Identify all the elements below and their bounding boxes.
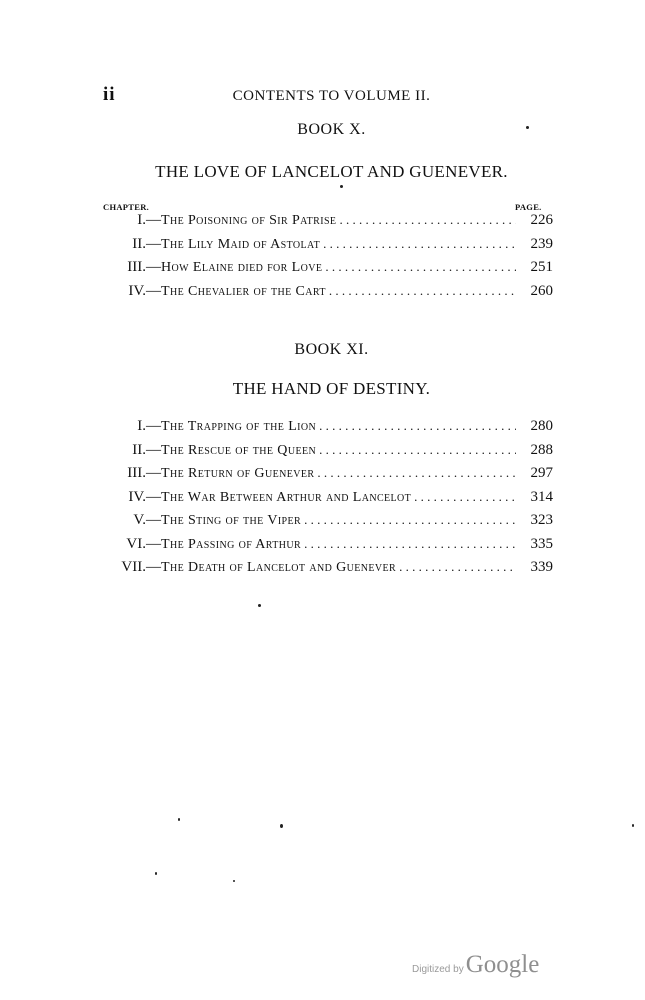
leader-dots xyxy=(319,418,516,434)
page-ref: 280 xyxy=(530,418,553,434)
leader-dots xyxy=(325,259,516,275)
scan-speck xyxy=(632,824,634,827)
chapter-title: The Sting of the Viper xyxy=(161,513,302,528)
leader-dots xyxy=(319,442,516,458)
digitized-by-text: Digitized by xyxy=(412,964,464,975)
chapter-title: The War Between Arthur and Lancelot xyxy=(161,489,412,505)
chapter-title: The Passing of Arthur xyxy=(161,536,302,552)
toc-row: I. — The Trapping of the Lion . . . 280 xyxy=(98,418,553,442)
chapter-number: III. xyxy=(127,465,146,481)
google-logo: Google xyxy=(465,951,540,978)
scan-speck xyxy=(178,818,180,821)
chapter-title: The Death of Lancelot and Guenever xyxy=(161,560,397,575)
chapter-title: The Rescue of the Queen xyxy=(161,442,317,458)
leader-dots xyxy=(329,283,516,299)
chapter-title: The Lily Maid of Astolat xyxy=(161,236,321,252)
book-xi-title: THE HAND OF DESTINY. xyxy=(232,379,431,398)
chapter-number: V. xyxy=(133,512,146,528)
page-ref: 251 xyxy=(530,259,553,275)
chapter-number: VII. xyxy=(121,559,146,575)
leader-dots xyxy=(339,212,516,228)
chapter-number: VI. xyxy=(126,535,146,552)
page-ref: 288 xyxy=(530,441,553,458)
book-x-title: THE LOVE OF LANCELOT AND GUENEVER. xyxy=(155,162,508,181)
scan-speck xyxy=(526,126,529,129)
page-ref: 323 xyxy=(530,512,553,528)
leader-dots xyxy=(304,512,516,528)
book-x-toc xyxy=(98,212,553,306)
toc-row: VII. — The Death of Lancelot and Guenever . . . 339 xyxy=(98,559,553,583)
digitized-by-google-watermark xyxy=(412,951,539,979)
chapter-number: III. xyxy=(127,259,146,275)
toc-row: II. — The Lily Maid of Astolat . . . 239 xyxy=(98,236,553,260)
toc-row: I. — The Poisoning of Sir Patrise . . . 226 xyxy=(98,212,553,236)
chapter-number: IV. xyxy=(128,282,146,299)
toc-row: IV. — The Chevalier of the Cart . . . 260 xyxy=(98,283,553,307)
page-ref: 260 xyxy=(530,282,553,299)
toc-row: IV. — The War Between Arthur and Lancelot . . . 314 xyxy=(98,489,553,513)
chapter-number: I. xyxy=(137,418,146,434)
chapter-title: The Chevalier of the Cart xyxy=(161,283,326,299)
scan-speck xyxy=(340,185,343,188)
page-column-label: PAGE. xyxy=(515,202,542,212)
chapter-title: How Elaine died for Love xyxy=(161,260,323,275)
leader-dots xyxy=(304,536,516,552)
book-xi-toc xyxy=(98,418,553,583)
chapter-title: The Trapping of the Lion xyxy=(161,419,317,434)
toc-row: VI. — The Passing of Arthur . . . 335 xyxy=(98,536,553,560)
chapter-number: II. xyxy=(132,441,146,458)
chapter-title: The Poisoning of Sir Patrise xyxy=(161,213,337,228)
chapter-number: II. xyxy=(132,235,146,252)
leader-dots xyxy=(399,559,516,575)
chapter-number: IV. xyxy=(128,488,146,505)
scan-speck xyxy=(233,880,235,882)
chapter-number: I. xyxy=(137,212,146,228)
running-head: CONTENTS TO VOLUME II. xyxy=(232,88,431,104)
page-ref: 226 xyxy=(530,212,553,228)
chapter-title: The Return of Guenever xyxy=(161,466,315,481)
leader-dots xyxy=(323,236,516,252)
page-ref: 335 xyxy=(530,535,553,552)
scan-speck xyxy=(155,872,157,875)
leader-dots xyxy=(414,489,516,505)
page-number: ii xyxy=(103,84,116,105)
scan-speck xyxy=(258,604,261,607)
toc-row: V. — The Sting of the Viper . . . 323 xyxy=(98,512,553,536)
toc-row: II. — The Rescue of the Queen . . . 288 xyxy=(98,442,553,466)
page-ref: 314 xyxy=(530,488,553,505)
book-xi-heading: BOOK XI. xyxy=(294,341,369,358)
page-ref: 239 xyxy=(530,235,553,252)
chapter-column-label: CHAPTER. xyxy=(103,202,150,212)
book-x-heading: BOOK X. xyxy=(297,121,366,138)
scan-speck xyxy=(280,824,283,828)
toc-row: III. — The Return of Guenever . . . 297 xyxy=(98,465,553,489)
page-ref: 297 xyxy=(530,465,553,481)
page-ref: 339 xyxy=(530,559,553,575)
leader-dots xyxy=(317,465,516,481)
toc-row: III. — How Elaine died for Love . . . 251 xyxy=(98,259,553,283)
